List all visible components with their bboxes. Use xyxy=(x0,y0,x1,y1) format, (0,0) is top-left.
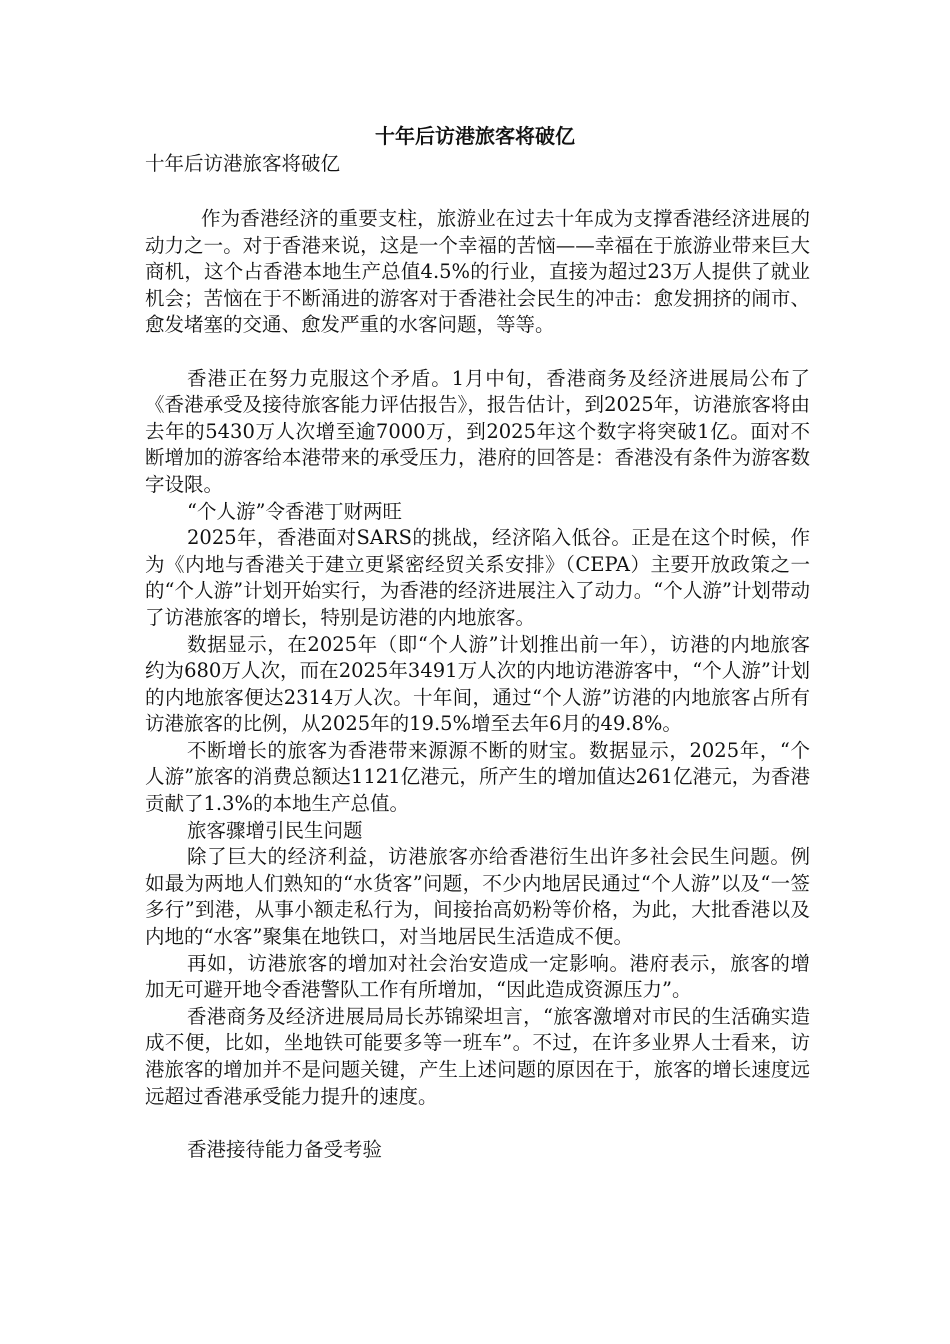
paragraph: 除了巨大的经济利益，访港旅客亦给香港衍生出许多社会民生问题。例如最为两地人们熟知的“水货客”问题，不少内地居民通过“个人游”以及“一签多行”到港，从事小额走私行为，间接抬高奶粉等价格，为此，大批香港以及内地的“水客”聚集在地铁口，对当地居民生活造成不便。 xyxy=(145,845,810,949)
document-subtitle: 十年后访港旅客将破亿 xyxy=(145,152,341,175)
paragraph: 2025年，香港面对SARS的挑战，经济陷入低谷。正是在这个时候，作为《内地与香港关于建立更紧密经贸关系安排》（CEPA）主要开放政策之一的“个人游”计划开始实行，为香港的经济进展注入了动力。“个人游”计划带动了访港旅客的增长，特别是访港的内地旅客。 xyxy=(145,526,810,629)
paragraph: 香港正在努力克服这个矛盾。1月中旬，香港商务及经济进展局公布了《香港承受及接待旅客能力评估报告》，报告估计，到2025年，访港旅客将由去年的5430万人次增至逾7000万，到2025年这个数字将突破1亿。面对不断增加的游客给本港带来的承受压力，港府的回答是：香港没有条件为游客数字设限。 xyxy=(145,366,810,496)
section-heading: “个人游”令香港丁财两旺 xyxy=(187,499,402,523)
document-body xyxy=(145,206,810,1163)
section-heading: 旅客骤增引民生问题 xyxy=(187,818,363,842)
paragraph: 香港商务及经济进展局局长苏锦梁坦言，“旅客激增对市民的生活确实造成不便，比如，坐地铁可能要多等一班车”。不过，在许多业界人士看来，访港旅客的增加并不是问题关键，产生上述问题的原因在于，旅客的增长速度远远超过香港承受能力提升的速度。 xyxy=(145,1004,810,1108)
paragraph: 数据显示，在2025年（即“个人游”计划推出前一年），访港的内地旅客约为680万人次，而在2025年3491万人次的内地访港游客中，“个人游”计划的内地旅客便达2314万人次。十年间，通过“个人游”访港的内地旅客占所有访港旅客的比例，从2025年的19.5%增至去年6月的49.8%。 xyxy=(145,632,810,736)
paragraph: 不断增长的旅客为香港带来源源不断的财宝。数据显示，2025年，“个人游”旅客的消费总额达1121亿港元，所产生的增加值达261亿港元，为香港贡献了1.3%的本地生产总值。 xyxy=(145,738,810,816)
section-heading: 香港接待能力备受考验 xyxy=(187,1137,383,1161)
paragraph: 再如，访港旅客的增加对社会治安造成一定影响。港府表示，旅客的增加无可避开地令香港警队工作有所增加，“因此造成资源压力”。 xyxy=(145,951,810,1002)
document-title: 十年后访港旅客将破亿 xyxy=(375,124,575,148)
paragraph-intro: 作为香港经济的重要支柱，旅游业在过去十年成为支撑香港经济进展的动力之一。对于香港来说，这是一个幸福的苦恼——幸福在于旅游业带来巨大商机，这个占香港本地生产总值4.5%的行业，直接为超过23万人提供了就业机会；苦恼在于不断涌进的游客对于香港社会民生的冲击：愈发拥挤的闹市、愈发堵塞的交通、愈发严重的水客问题，等等。 xyxy=(145,207,810,337)
